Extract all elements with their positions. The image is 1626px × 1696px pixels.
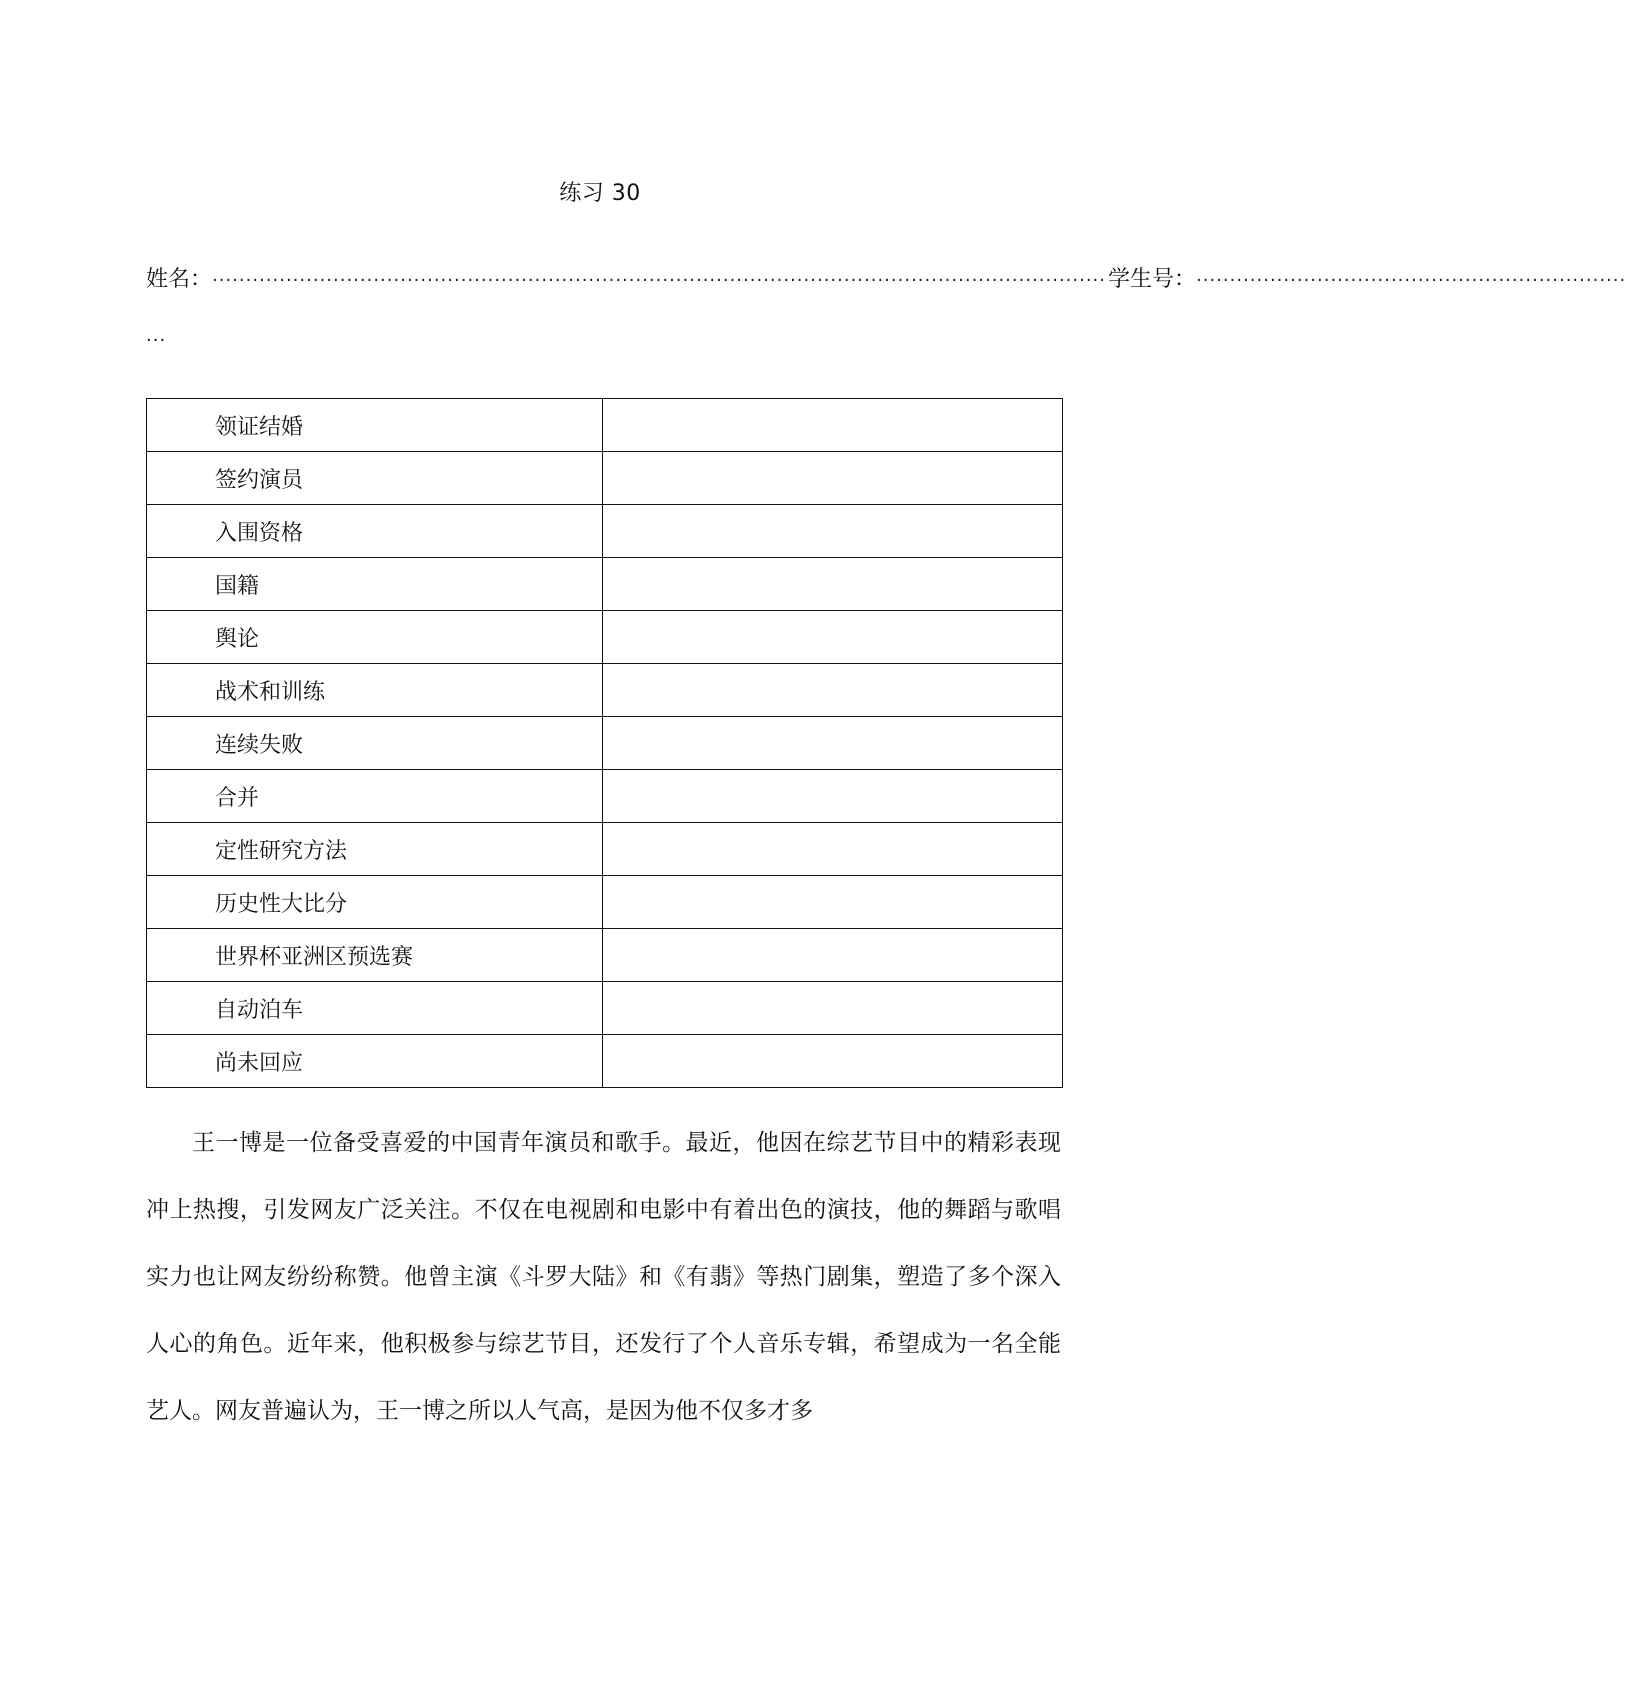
table-row	[147, 452, 1063, 505]
table-row	[147, 664, 1063, 717]
answer-cell	[603, 982, 1063, 1035]
term-cell: 连续失败	[147, 717, 603, 770]
name-blank: ·····································································································································	[212, 270, 1106, 291]
reading-passage: 王一博是一位备受喜爱的中国青年演员和歌手。最近，他因在综艺节目中的精彩表现冲上热搜，引发网友广泛关注。不仅在电视剧和电影中有着出色的演技，他的舞蹈与歌唱实力也让网友纷纷称赞。他曾主演《斗罗大陆》和《有翡》等热门剧集，塑造了多个深入人心的角色。近年来，他积极参与综艺节目，还发行了个人音乐专辑，希望成为一名全能艺人。网友普遍认为，王一博之所以人气高，是因为他不仅多才多	[146, 1130, 1061, 1424]
answer-cell	[603, 664, 1063, 717]
vocabulary-table	[146, 398, 1063, 1088]
answer-cell	[603, 399, 1063, 452]
answer-cell	[603, 611, 1063, 664]
table-row	[147, 929, 1063, 982]
answer-cell	[603, 823, 1063, 876]
term-cell: 历史性大比分	[147, 876, 603, 929]
term-cell: 尚未回应	[147, 1035, 603, 1088]
term-cell: 领证结婚	[147, 399, 603, 452]
term-cell: 合并	[147, 770, 603, 823]
table-row	[147, 399, 1063, 452]
term-cell: 国籍	[147, 558, 603, 611]
student-info-line	[146, 262, 1626, 293]
table-row	[147, 823, 1063, 876]
table-row	[147, 982, 1063, 1035]
table-row	[147, 505, 1063, 558]
term-cell: 世界杯亚洲区预选赛	[147, 929, 603, 982]
table-row	[147, 770, 1063, 823]
table-row	[147, 1035, 1063, 1088]
answer-cell	[603, 929, 1063, 982]
student-id-blank-continuation: ···	[146, 330, 167, 351]
term-cell: 签约演员	[147, 452, 603, 505]
answer-cell	[603, 770, 1063, 823]
answer-cell	[603, 876, 1063, 929]
name-label: 姓名：	[146, 267, 213, 292]
term-cell: 定性研究方法	[147, 823, 603, 876]
answer-cell	[603, 452, 1063, 505]
term-cell: 入围资格	[147, 505, 603, 558]
answer-cell	[603, 558, 1063, 611]
table-row	[147, 611, 1063, 664]
student-id-blank: ································································	[1196, 270, 1626, 291]
answer-cell	[603, 505, 1063, 558]
table-row	[147, 558, 1063, 611]
page-title: 练习 30	[559, 181, 641, 206]
answer-cell	[603, 1035, 1063, 1088]
term-cell: 战术和训练	[147, 664, 603, 717]
answer-cell	[603, 717, 1063, 770]
student-id-label: 学生号：	[1108, 267, 1197, 292]
term-cell: 自动泊车	[147, 982, 603, 1035]
term-cell: 舆论	[147, 611, 603, 664]
table-row	[147, 876, 1063, 929]
table-row	[147, 717, 1063, 770]
